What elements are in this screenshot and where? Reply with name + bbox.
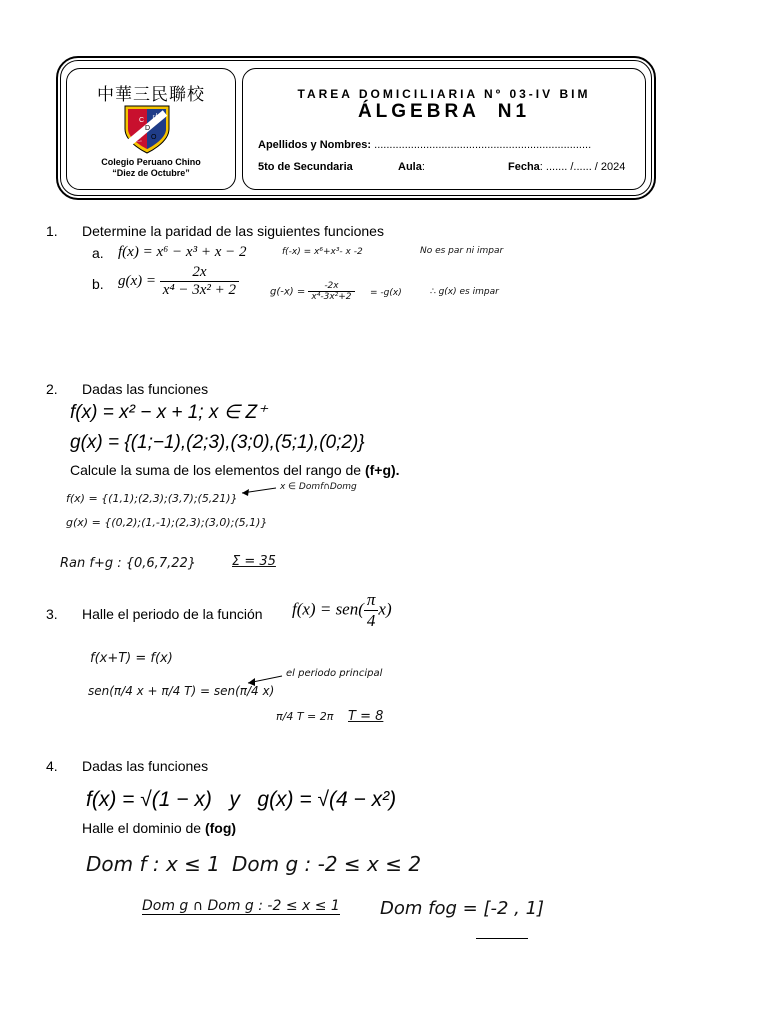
- names-line: [258, 139, 591, 151]
- q2-hw-sum: Σ = 35: [232, 554, 276, 569]
- logo-o: O: [151, 134, 157, 141]
- q1-b-lhs: g(x) =: [118, 272, 157, 289]
- q1-a-label: a.: [92, 245, 104, 261]
- q3-text: Halle el periodo de la función: [82, 606, 263, 622]
- q3-func-den: 4: [366, 611, 376, 630]
- q4-halle: [82, 820, 236, 836]
- q3-arrow-icon: [244, 672, 284, 688]
- aula-field: [398, 161, 425, 173]
- school-name-line2: “Diez de Octubre”: [112, 168, 190, 178]
- q4-hw-domg: Dom g : -2 ≤ x ≤ 2: [232, 852, 422, 876]
- q2-number: 2.: [46, 381, 58, 397]
- q1-b-fraction: [160, 264, 239, 299]
- q4-hw-intersection: Dom g ∩ Dom g : -2 ≤ x ≤ 1: [142, 898, 340, 914]
- names-label: Apellidos y Nombres:: [258, 139, 372, 151]
- q1-text: Determine la paridad de las siguientes funciones: [82, 223, 384, 239]
- q3-func-lhs: f(x) = sen(: [292, 599, 364, 619]
- q1-b-num: 2x: [160, 264, 239, 282]
- aula-value: :: [421, 161, 425, 173]
- school-name: [66, 157, 236, 179]
- q1-b-function: [118, 264, 239, 299]
- q1-number: 1.: [46, 223, 58, 239]
- logo-c: C: [139, 117, 145, 124]
- fecha-field: [508, 161, 625, 173]
- q4-text: Dadas las funciones: [82, 758, 209, 774]
- q3-hw-line2: sen(π/4 x + π/4 T) = sen(π/4 x): [88, 684, 275, 698]
- q4-hw-domfog: Dom fog = [-2 , 1]: [380, 898, 545, 919]
- q1-a-function: f(x) = x⁶ − x³ + x − 2: [118, 244, 247, 260]
- q4-answer-underline: [476, 938, 528, 939]
- q2-f-definition: f(x) = x² − x + 1; x ∈ Z⁺: [70, 402, 268, 423]
- grade: 5to de Secundaria: [258, 161, 353, 173]
- q4-number: 4.: [46, 758, 58, 774]
- q4-halle-text: Halle el dominio de: [82, 820, 205, 836]
- q1-b-hw-fraction: [308, 281, 354, 302]
- q3-func-num: π: [364, 590, 379, 611]
- q3-func-rhs: x): [378, 599, 392, 619]
- logo-d: D: [145, 125, 151, 132]
- logo-san: 三: [134, 134, 142, 143]
- q1-b-hw-lhs: g(-x) =: [270, 286, 306, 298]
- q2-hw-f: f(x) = {(1,1);(2,3);(3,7);(5,21)}: [66, 492, 238, 505]
- chinese-school-name: 中華三民聯校: [97, 85, 205, 105]
- q2-calc-bold: (f+g).: [364, 462, 400, 478]
- q1-b-handwritten: [270, 281, 355, 302]
- q3-hw-line3: π/4 T = 2π: [276, 710, 334, 723]
- fecha-label: Fecha: [508, 161, 540, 173]
- q4-hw-domf: Dom f : x ≤ 1: [86, 852, 221, 876]
- q4-functions: f(x) = √(1 − x) y g(x) = √(4 − x²): [86, 788, 397, 811]
- q1-b-handwritten-mid: = -g(x): [370, 288, 402, 298]
- q3-hw-note: el periodo principal: [286, 668, 383, 679]
- q4-halle-bold: (fog): [204, 820, 237, 836]
- fecha-value: : ....... /...... / 2024: [539, 161, 626, 173]
- names-dots: .......................................................................: [371, 139, 592, 151]
- q1-b-label: b.: [92, 276, 104, 292]
- q1-b-hw-num: -2x: [308, 281, 354, 292]
- q1-b-den: x⁴ − 3x² + 2: [162, 282, 237, 298]
- logo-zhong: 中: [152, 114, 162, 124]
- q1-b-hw-den: x⁴-3x²+2: [311, 292, 352, 302]
- q3-function: [292, 590, 392, 631]
- q2-hw-g: g(x) = {(0,2);(1,-1);(2,3);(3,0);(5,1)}: [66, 516, 268, 529]
- subject-title: ÁLGEBRA N1: [357, 101, 531, 122]
- q3-number: 3.: [46, 606, 58, 622]
- q2-hw-range: Ran f+g : {0,6,7,22}: [60, 556, 197, 571]
- school-logo: [121, 103, 173, 155]
- q2-text: Dadas las funciones: [82, 381, 209, 397]
- q3-hw-line1: f(x+T) = f(x): [90, 651, 173, 666]
- q2-calc: [70, 462, 400, 478]
- aula-label: Aula: [398, 161, 422, 173]
- q1-a-handwritten-answer: No es par ni impar: [420, 246, 504, 256]
- q1-a-handwritten: f(-x) = x⁶+x³- x -2: [282, 247, 363, 257]
- school-name-line1: Colegio Peruano Chino: [101, 157, 201, 167]
- homework-title: TAREA DOMICILIARIA Nº 03-IV BIM: [297, 87, 591, 101]
- q2-g-definition: g(x) = {(1;−1),(2;3),(3;0),(5;1),(0;2)}: [70, 432, 365, 453]
- q1-b-handwritten-answer: ∴ g(x) es impar: [430, 287, 499, 297]
- q3-func-fraction: [364, 590, 379, 631]
- q2-hw-arrow-note: x ∈ Domf∩Domg: [280, 482, 357, 492]
- q2-arrow-icon: [238, 484, 278, 498]
- q3-hw-answer: T = 8: [348, 709, 384, 724]
- q2-calc-text: Calcule la suma de los elementos del rango de: [70, 462, 365, 478]
